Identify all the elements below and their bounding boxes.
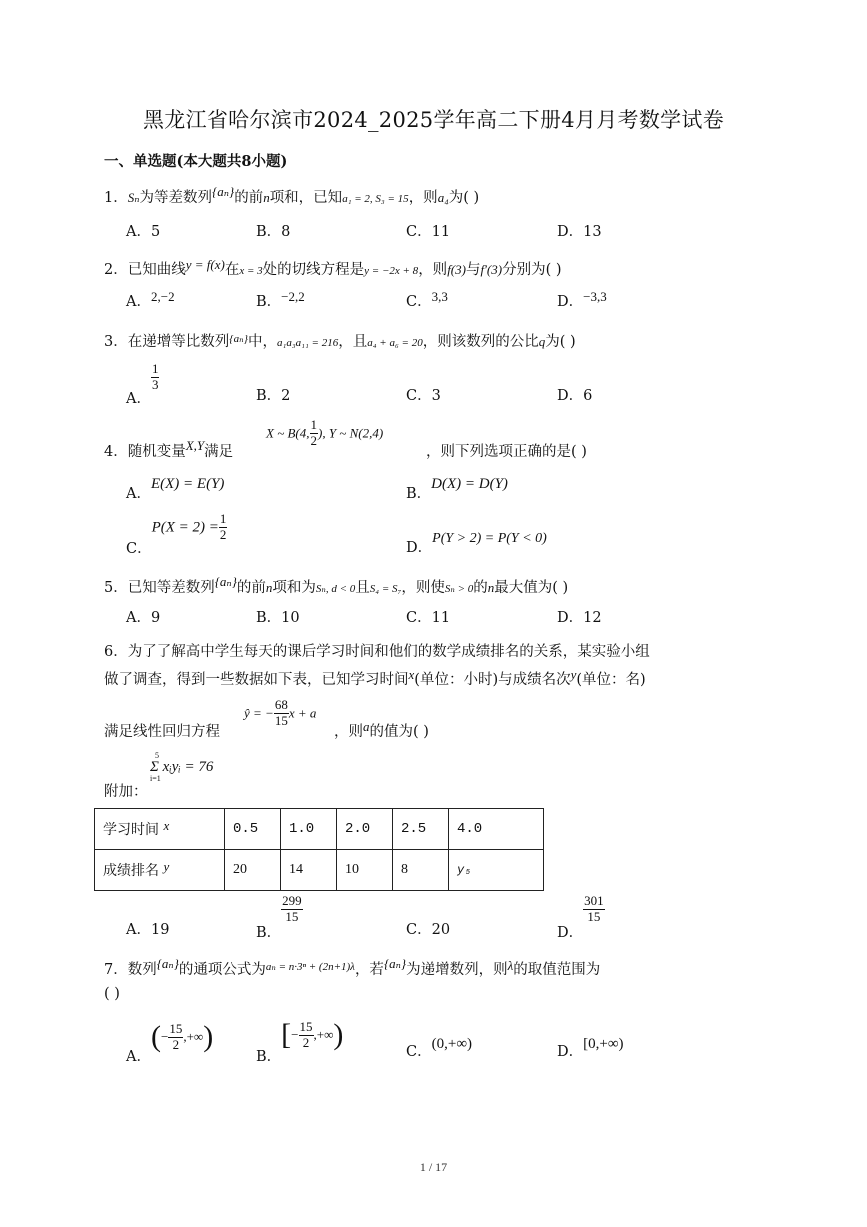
q7-text: 数列 xyxy=(127,962,157,978)
table-cell: 4.0 xyxy=(449,809,544,850)
q1-math-n: n xyxy=(263,190,270,205)
bracket-left: [ xyxy=(281,1018,292,1051)
q7-text: ，若 xyxy=(354,962,384,978)
fraction-num: 15 xyxy=(299,1018,313,1034)
q3-text: ，且 xyxy=(338,334,368,350)
fraction xyxy=(281,894,303,925)
q5-option-b[interactable]: B．10 xyxy=(256,610,300,626)
q2-math-x: x = 3 xyxy=(239,265,263,277)
option-label: A． xyxy=(126,294,151,310)
q6-text: (单位：小时)与成绩名次 xyxy=(414,672,571,688)
q2-math-f3: f(3) xyxy=(447,262,466,277)
table-cell: 14 xyxy=(281,850,337,891)
q4-distribution xyxy=(266,418,383,449)
page-title: 黑龙江省哈尔滨市2024_2025学年高二下册4月月考数学试卷 xyxy=(142,108,725,132)
q3-math-sum: a₄ + a₆ = 20 xyxy=(367,337,423,349)
q1-number: 1． xyxy=(104,190,128,206)
paren-right: ) xyxy=(333,1018,344,1051)
q4-option-a[interactable] xyxy=(126,472,225,502)
option-value: D(X) = D(Y) xyxy=(431,476,508,492)
q1-math-sn: Sₙ xyxy=(127,190,140,205)
option-value: −2,2 xyxy=(281,289,305,304)
q3-math-q: q xyxy=(538,334,546,349)
q3-text: ，则该数列的公比 xyxy=(422,334,539,350)
option-label: A． xyxy=(126,391,151,408)
q4-number: 4． xyxy=(104,444,128,460)
fraction-den: 15 xyxy=(587,908,601,924)
fraction xyxy=(274,698,289,729)
q5-option-a[interactable]: A．9 xyxy=(126,610,161,626)
fraction-den: 15 xyxy=(274,712,288,728)
q2-text: 处的切线方程是 xyxy=(262,262,365,278)
q5-number: 5． xyxy=(104,580,128,596)
q3-option-c[interactable]: C．3 xyxy=(406,388,441,404)
fraction xyxy=(168,1022,183,1053)
q2-math-fp3: f′(3) xyxy=(480,262,503,277)
table-cell: 2.5 xyxy=(393,809,449,850)
q3-text: 中， xyxy=(248,334,277,350)
q1-math-cond: a₁ = 2, S₃ = 15 xyxy=(342,193,409,205)
q2-option-d[interactable] xyxy=(557,290,607,311)
option-label: B． xyxy=(256,294,282,310)
option-label: D． xyxy=(406,540,433,556)
option-value: (0,+∞) xyxy=(431,1036,473,1052)
q1-option-c[interactable]: C．11 xyxy=(406,224,451,240)
question-3 xyxy=(104,330,576,351)
table-cell: 2.0 xyxy=(337,809,393,850)
q2-text: 已知曲线 xyxy=(127,262,186,278)
option-label: C． xyxy=(406,294,432,310)
table-row xyxy=(95,850,544,891)
q3-option-a[interactable] xyxy=(126,361,159,408)
q5-text: 且 xyxy=(355,580,370,596)
q5-text: 的 xyxy=(473,580,488,596)
table-row xyxy=(95,809,544,850)
q1-text: 为等差数列 xyxy=(139,190,213,206)
q4-option-c[interactable] xyxy=(126,511,227,558)
q5-math-n: n xyxy=(487,580,495,595)
table-cell: 20 xyxy=(225,850,281,891)
q6-text: 做了调查，得到一些数据如下表，已知学习时间 xyxy=(104,672,409,688)
q7-math-lambda: λ xyxy=(507,958,514,973)
q5-text: 已知等差数列 xyxy=(127,580,215,596)
q3-text: 为( ) xyxy=(545,334,576,350)
option-label: C． xyxy=(406,1044,432,1060)
option-value: 3,3 xyxy=(431,289,448,304)
q3-math-product: a₁a₃a₁₁ = 216 xyxy=(277,337,339,349)
q2-text: ，则 xyxy=(418,262,448,278)
q4-text: ，则下列选项正确的是( ) xyxy=(426,444,587,460)
fraction-num: 299 xyxy=(282,893,302,908)
fraction-num: 1 xyxy=(151,361,159,376)
fraction xyxy=(583,894,605,925)
q5-option-c[interactable]: C．11 xyxy=(406,610,451,626)
q7-line-2: ( ) xyxy=(104,986,120,1002)
q7-text: 的通项公式为 xyxy=(178,962,266,978)
q1-option-a[interactable]: A．5 xyxy=(126,224,161,240)
q7-math-an: {aₙ} xyxy=(156,956,179,971)
q2-text: 分别为( ) xyxy=(502,262,562,278)
fraction xyxy=(151,362,160,393)
option-label: A． xyxy=(126,486,151,502)
question-1 xyxy=(104,186,479,207)
q7-option-c[interactable] xyxy=(406,1036,473,1061)
paren-right: ) xyxy=(203,1020,214,1053)
fraction-den: 2 xyxy=(302,1034,310,1050)
q5-math-sn: Sₙ, d < 0 xyxy=(315,583,356,595)
q6-math: ŷ = − xyxy=(244,705,274,721)
data-table xyxy=(94,808,544,891)
q5-math-an: {aₙ} xyxy=(214,574,237,589)
option-value: E(X) = E(Y) xyxy=(150,476,225,492)
table-cell: 10 xyxy=(337,850,393,891)
infinity: ,+∞ xyxy=(313,1027,334,1042)
row-label: 成绩排名 xyxy=(103,863,159,879)
question-6-line-3 xyxy=(104,720,220,741)
sum-upper: 5 xyxy=(155,751,159,760)
q7-text: 为递增数列，则 xyxy=(406,962,508,978)
q5-math-pos: Sₙ > 0 xyxy=(444,583,474,595)
table-cell: 1.0 xyxy=(281,809,337,850)
q6-extra-label: 附加： xyxy=(104,784,148,800)
q5-text: 项和为 xyxy=(272,580,316,596)
fraction-num: 1 xyxy=(219,511,227,526)
q1-option-b[interactable]: B．8 xyxy=(256,224,291,240)
table-cell xyxy=(95,809,225,850)
q6-summation xyxy=(150,752,213,783)
fraction-num: 68 xyxy=(274,697,288,712)
option-label: B． xyxy=(406,486,432,502)
row-symbol: y xyxy=(163,859,170,874)
q2-text: 与 xyxy=(465,262,481,278)
q1-math-an: {aₙ} xyxy=(212,184,235,199)
q6-math-a: a xyxy=(363,719,370,734)
q4-text: 满足 xyxy=(204,444,234,460)
fraction xyxy=(299,1020,314,1051)
q4-math-xy: X,Y xyxy=(185,438,205,453)
question-6-line-2 xyxy=(104,668,646,689)
q4-option-d[interactable] xyxy=(406,526,547,556)
q7-option-a[interactable] xyxy=(126,1020,214,1065)
option-label: D． xyxy=(557,294,584,310)
fraction-den: 2 xyxy=(310,432,317,448)
q5-math-n: n xyxy=(265,580,273,595)
q5-text: ，则使 xyxy=(401,580,445,596)
minus-sign: − xyxy=(160,1029,169,1044)
q5-math-eq: S₄ = S₇ xyxy=(369,583,402,595)
fraction-den: 15 xyxy=(285,908,299,924)
q5-text: 的前 xyxy=(236,580,266,596)
option-value: −3,3 xyxy=(583,289,607,304)
option-label: B． xyxy=(256,925,282,942)
q4-math-dist: X ~ B(4, xyxy=(266,425,310,441)
q6-option-d[interactable] xyxy=(557,893,605,942)
q2-number: 2． xyxy=(104,262,128,278)
table-cell: 0.5 xyxy=(225,809,281,850)
q3-text: 在递增等比数列 xyxy=(127,334,230,350)
q4-text: 随机变量 xyxy=(127,444,186,460)
option-label: D． xyxy=(557,1044,584,1060)
q6-text: (单位：名) xyxy=(576,672,646,688)
q6-text: ，则 xyxy=(334,724,363,740)
q7-text: 的取值范围为 xyxy=(513,962,601,978)
q7-option-b[interactable] xyxy=(256,1018,344,1065)
q4-option-b[interactable] xyxy=(406,472,508,502)
table-cell: y₅ xyxy=(449,850,544,891)
q6-text: 的值为( ) xyxy=(369,724,429,740)
q3-option-b[interactable]: B．2 xyxy=(256,388,291,404)
row-symbol: x xyxy=(163,818,170,833)
row-label: 学习时间 xyxy=(103,822,159,838)
q6-line-3-tail xyxy=(334,720,429,741)
fraction-num: 15 xyxy=(169,1020,183,1036)
q2-option-c[interactable] xyxy=(406,290,448,311)
q1-option-d[interactable]: D．13 xyxy=(557,224,602,240)
q6-option-b[interactable] xyxy=(256,893,303,942)
q2-math-f: y = f(x) xyxy=(185,257,225,272)
fraction-den: 2 xyxy=(219,526,227,542)
q7-math-an: {aₙ} xyxy=(383,956,407,971)
question-5 xyxy=(104,576,568,597)
q2-math-tangent: y = −2x + 8 xyxy=(364,265,419,277)
q5-option-d[interactable]: D．12 xyxy=(557,610,602,626)
q6-math: x + a xyxy=(288,705,317,721)
option-label: A． xyxy=(126,1049,151,1065)
fraction xyxy=(310,418,319,449)
q6-text: 满足线性回归方程 xyxy=(104,724,220,740)
q1-math-a4: a₄ xyxy=(437,190,449,205)
minus-sign: − xyxy=(291,1027,299,1042)
fraction-den: 2 xyxy=(172,1036,180,1052)
q6-option-a[interactable]: A．19 xyxy=(126,922,170,938)
question-2 xyxy=(104,258,562,279)
question-6-line-1: 6．为了了解高中学生每天的课后学习时间和他们的数学成绩排名的关系，某实验小组 xyxy=(104,644,650,660)
option-label: C． xyxy=(126,541,152,558)
q7-math-formula: aₙ = n·3ⁿ + (2n+1)λ xyxy=(265,961,355,973)
q1-text: 项和，已知 xyxy=(269,190,343,206)
q6-option-c[interactable]: C．20 xyxy=(406,922,451,938)
option-value: 2,−2 xyxy=(150,289,175,304)
page-number: 1 / 17 xyxy=(419,1160,448,1174)
q6-math-y: y xyxy=(570,667,577,682)
fraction-num: 1 xyxy=(310,417,317,432)
q6-math-x: x xyxy=(408,667,415,682)
section-heading: 一、单选题(本大题共8小题) xyxy=(104,153,288,170)
fraction xyxy=(219,512,228,543)
table-cell: 8 xyxy=(393,850,449,891)
q3-option-d[interactable]: D．6 xyxy=(557,388,593,404)
option-label: B． xyxy=(256,1049,282,1065)
q1-text: 的前 xyxy=(234,190,264,206)
q7-option-d[interactable] xyxy=(557,1036,624,1061)
q2-option-a[interactable] xyxy=(126,290,175,311)
question-4 xyxy=(104,440,233,461)
option-value: [0,+∞) xyxy=(583,1036,624,1052)
q2-text: 在 xyxy=(224,262,240,278)
q1-text: 为( ) xyxy=(448,190,480,206)
option-value: P(X = 2) = xyxy=(151,519,219,536)
fraction-den: 3 xyxy=(151,376,159,392)
q7-number: 7． xyxy=(104,962,128,978)
q4-math-dist: ), Y ~ N(2,4) xyxy=(318,425,384,441)
option-label: D． xyxy=(557,925,584,942)
paren-left: ( xyxy=(150,1020,161,1053)
option-value: P(Y > 2) = P(Y < 0) xyxy=(432,531,547,546)
q3-number: 3． xyxy=(104,334,128,350)
table-cell xyxy=(95,850,225,891)
q2-option-b[interactable] xyxy=(256,290,305,311)
sum-lower: i=1 xyxy=(150,774,161,783)
q6-regression-equation xyxy=(244,698,316,729)
sum-expression: Σ xᵢyᵢ = 76 xyxy=(150,759,214,775)
q1-text: ，则 xyxy=(408,190,438,206)
infinity: ,+∞ xyxy=(183,1029,204,1044)
q3-math-an: {aₙ} xyxy=(229,333,248,345)
q5-text: 最大值为( ) xyxy=(494,580,569,596)
fraction-num: 301 xyxy=(584,893,604,908)
question-7 xyxy=(104,958,600,979)
